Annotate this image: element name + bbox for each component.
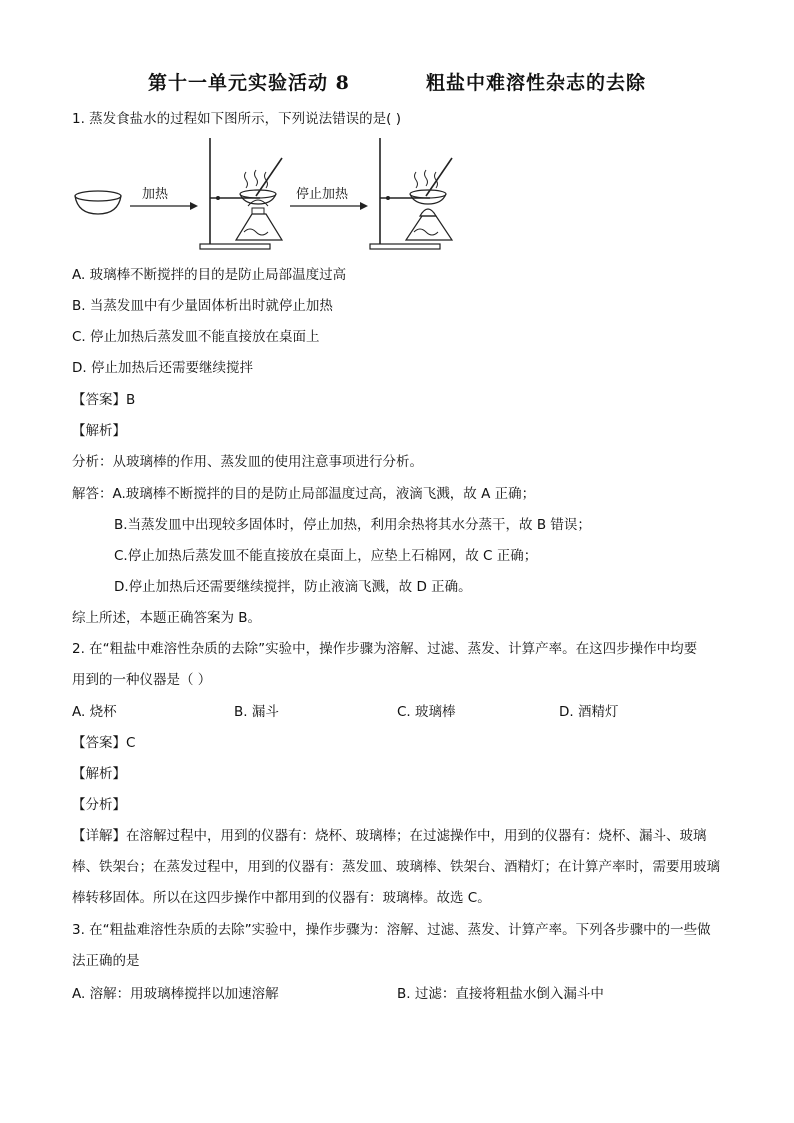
q2-option-c: C. 玻璃棒 [397,704,456,720]
q2-stem-line2: 用到的一种仪器是（ ） [72,672,212,688]
q2-fenxi-tag: 【分析】 [72,797,126,813]
q3-option-b: B. 过滤：直接将粗盐水倒入漏斗中 [397,986,604,1002]
q2-detail: 【详解】在溶解过程中，用到的仪器有：烧杯、玻璃棒；在过滤操作中，用到的仪器有：烧杯、漏斗、玻璃棒、铁架台；在蒸发过程中，用到的仪器有：蒸发皿、玻璃棒、铁架台、酒精灯；在计算产率时，需要用玻璃棒转移固体。所以在这四步操作中都用到的仪器有：玻璃棒。故选 C。 [72,828,720,906]
q1-option-d: D. 停止加热后还需要继续搅拌 [72,360,253,376]
q2-analysis-tag: 【解析】 [72,766,126,782]
q1-stem: 1. 蒸发食盐水的过程如下图所示，下列说法错误的是( ) [72,111,401,127]
q1-analysis-line: B.当蒸发皿中出现较多固体时，停止加热，利用余热将其水分蒸干，故 B 错误； [114,517,591,533]
q1-analysis-line: 综上所述，本题正确答案为 B。 [72,610,262,626]
stopped-apparatus-icon [370,138,452,249]
q2-answer: 【答案】C [72,735,136,751]
q1-option-c: C. 停止加热后蒸发皿不能直接放在桌面上 [72,329,320,345]
q2-option-a: A. 烧杯 [72,704,117,720]
page-title: 第十一单元实验活动 8 粗盐中难溶性杂志的去除 [148,72,646,94]
q3-option-a: A. 溶解：用玻璃棒搅拌以加速溶解 [72,986,279,1002]
q1-analysis-line: D.停止加热后还需要继续搅拌，防止液滴飞溅，故 D 正确。 [114,579,472,595]
q2-stem-line1: 2. 在“粗盐中难溶性杂质的去除”实验中，操作步骤为溶解、过滤、蒸发、计算产率。在这四步操作中均要 [72,641,698,657]
q2-option-d: D. 酒精灯 [559,704,619,720]
label-heat: 加热 [142,187,169,202]
q1-analysis-line: C.停止加热后蒸发皿不能直接放在桌面上，应垫上石棉网，故 C 正确； [114,548,538,564]
q1-analysis-line: 解答：A.玻璃棒不断搅拌的目的是防止局部温度过高，液滴飞溅，故 A 正确； [72,486,536,502]
evaporating-dish-icon [75,191,121,214]
label-stop-heating: 停止加热 [296,187,349,202]
q1-analysis-line: 分析：从玻璃棒的作用、蒸发皿的使用注意事项进行分析。 [72,454,423,470]
q1-option-a: A. 玻璃棒不断搅拌的目的是防止局部温度过高 [72,267,347,283]
q3-stem: 3. 在“粗盐难溶性杂质的去除”实验中，操作步骤为：溶解、过滤、蒸发、计算产率。下列各步骤中的一些做法正确的是 [72,922,711,969]
q1-option-b: B. 当蒸发皿中有少量固体析出时就停止加热 [72,298,333,314]
heating-apparatus-icon [200,138,282,249]
evaporation-figure [70,136,470,258]
q2-option-b: B. 漏斗 [234,704,279,720]
q1-analysis-tag: 【解析】 [72,423,126,439]
q1-answer: 【答案】B [72,392,136,408]
